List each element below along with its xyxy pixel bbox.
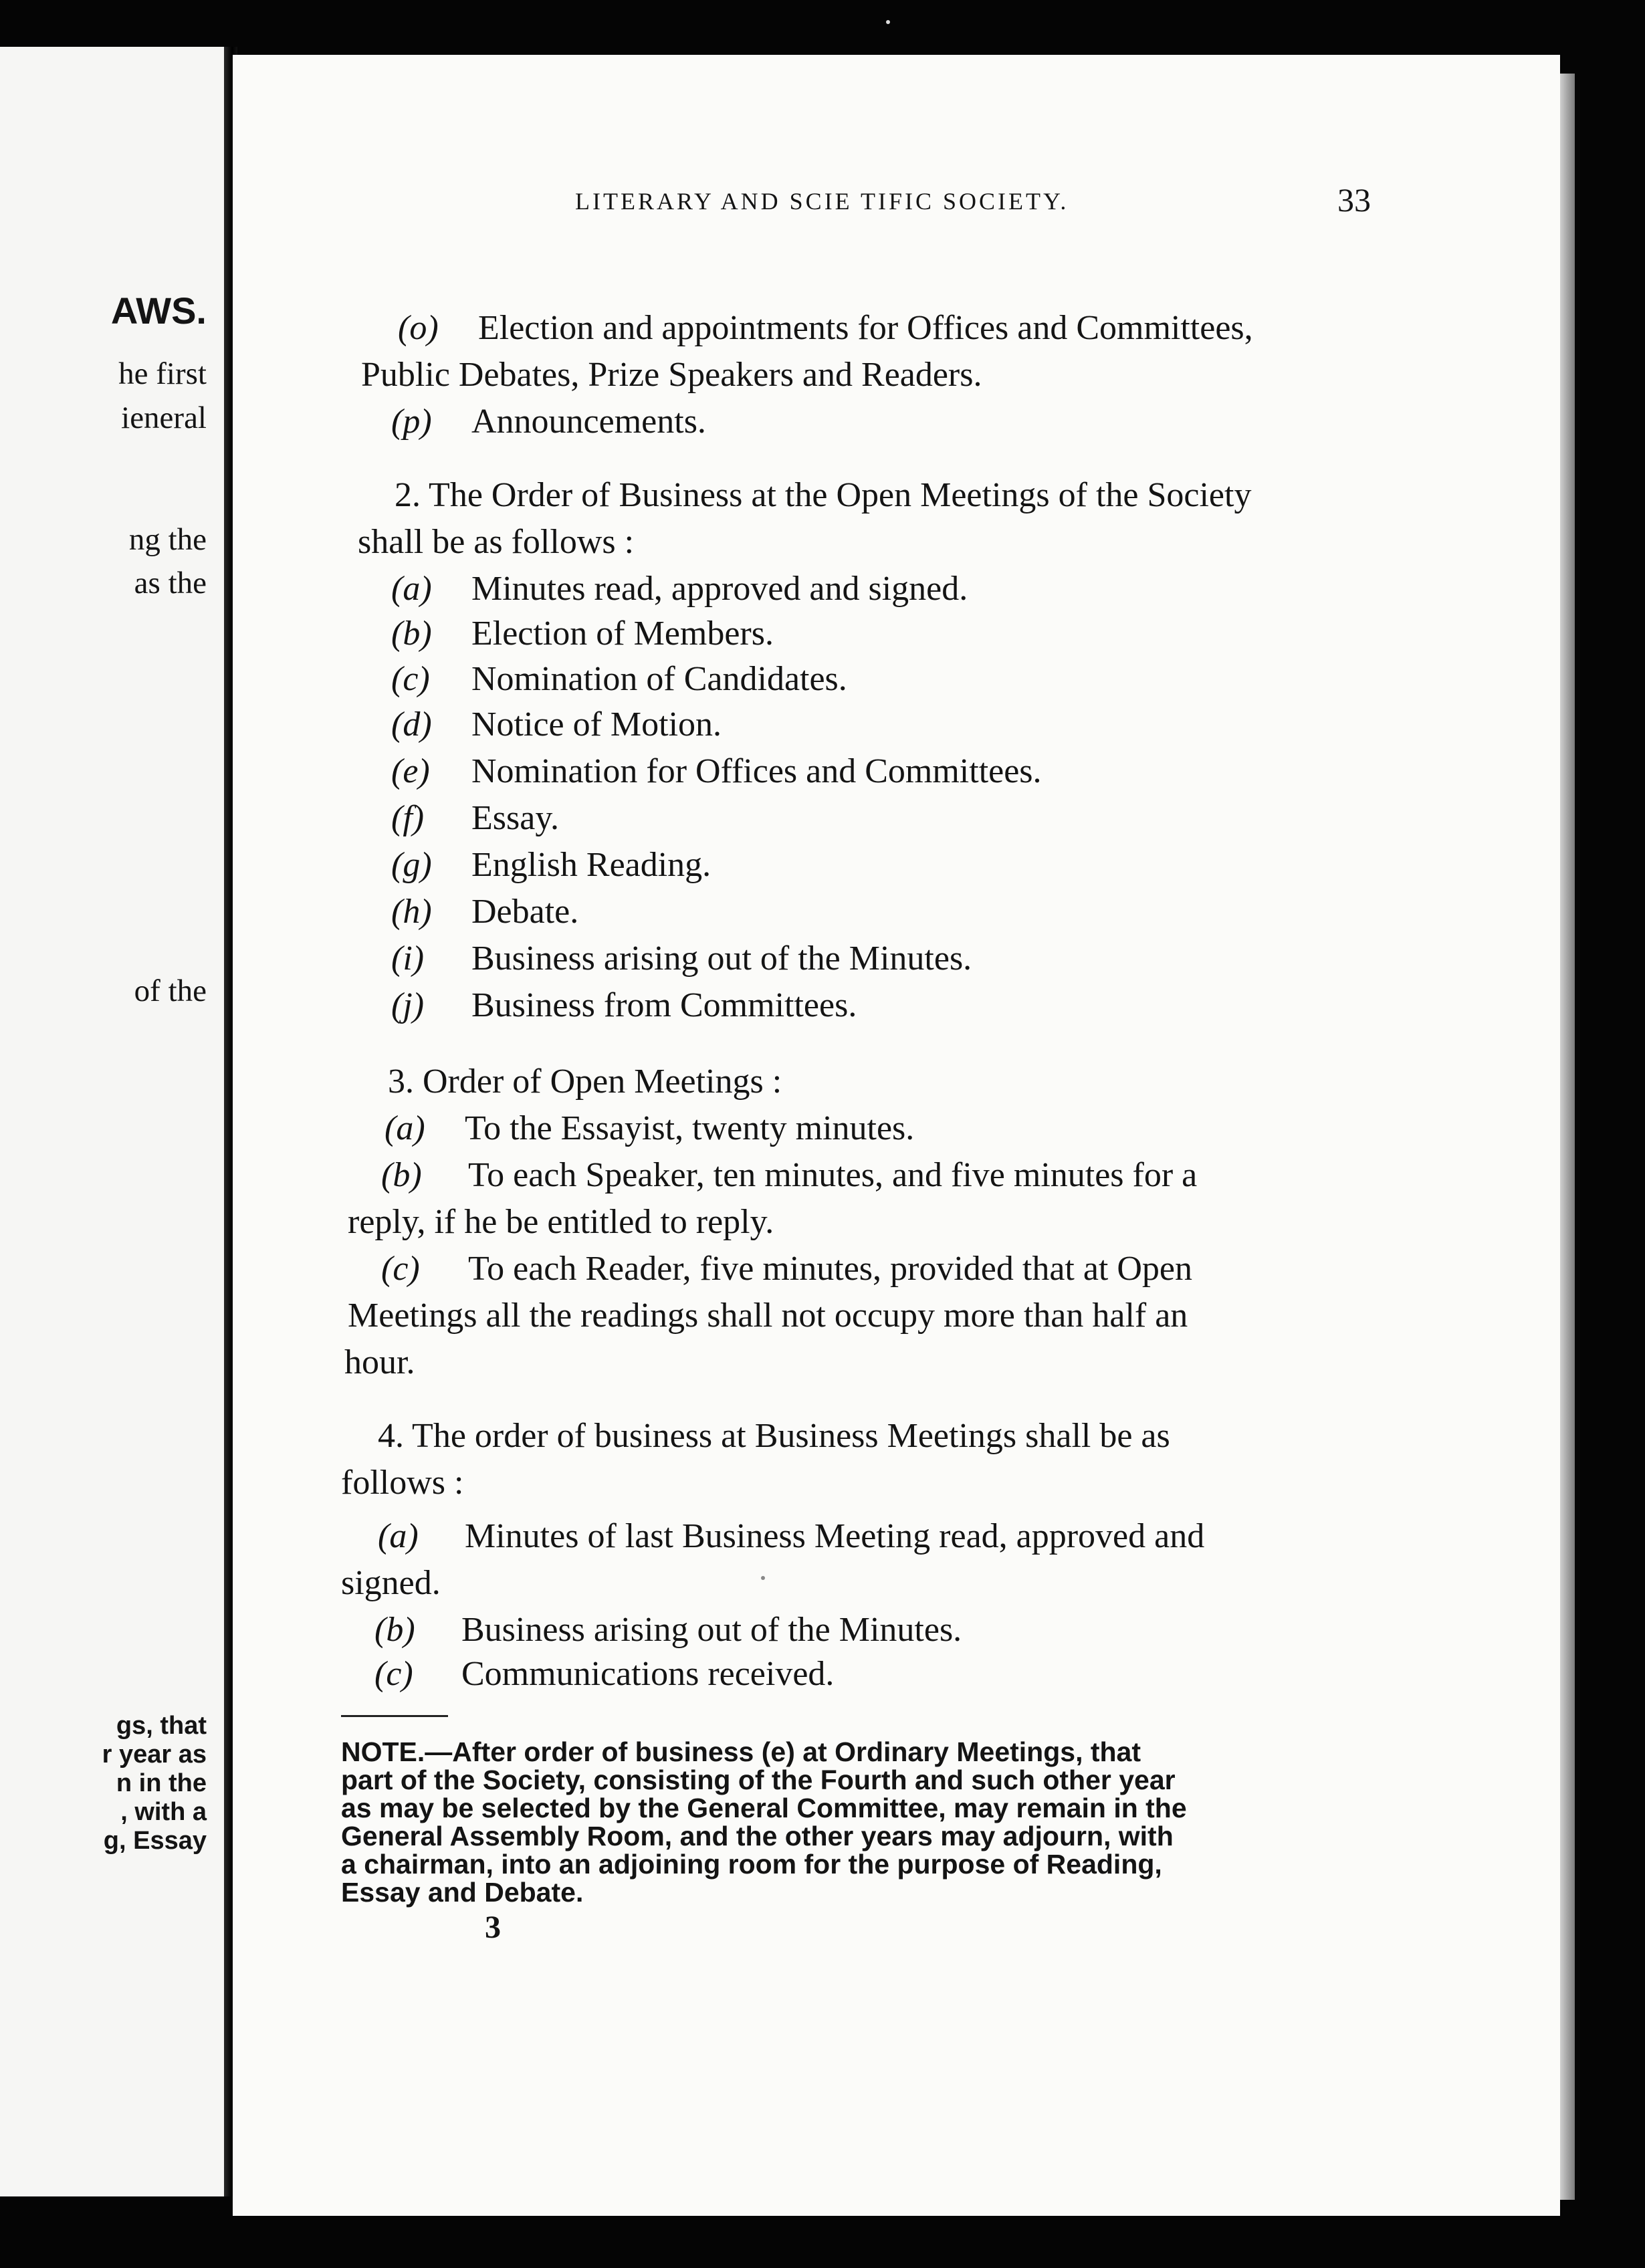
- text-line: Meetings all the readings shall not occupy more than half an: [348, 1296, 1188, 1335]
- list-item: [391, 405, 706, 439]
- item-text: Election of Members.: [471, 614, 774, 653]
- running-title: LITERARY AND SCIE TIFIC SOCIETY.: [575, 188, 1069, 215]
- item-label: (b): [374, 1611, 415, 1649]
- left-text-fragment: ng the: [128, 522, 207, 557]
- list-item: [391, 848, 711, 883]
- text-line: reply, if he be entitled to reply.: [348, 1203, 774, 1241]
- item-text: Business arising out of the Minutes.: [461, 1611, 962, 1649]
- item-text: Business arising out of the Minutes.: [471, 939, 972, 978]
- left-note-fragment: , with a: [120, 1798, 207, 1826]
- left-note-fragment: n in the: [116, 1769, 207, 1797]
- list-item: [391, 662, 847, 697]
- item-text: Announcements.: [471, 403, 706, 441]
- footnote-line: part of the Society, consisting of the Fourth and such other year: [341, 1765, 1176, 1795]
- list-item: [378, 1519, 1204, 1554]
- paper-speck: [886, 20, 890, 24]
- footnote-line: General Assembly Room, and the other years may adjourn, with: [341, 1821, 1174, 1851]
- list-item: [391, 754, 1042, 789]
- item-label: (g): [391, 846, 432, 884]
- left-facing-page: [0, 47, 224, 2196]
- paper-speck: [761, 1576, 765, 1580]
- item-label: (c): [381, 1250, 420, 1288]
- section-3-heading: 3. Order of Open Meetings :: [388, 1062, 782, 1101]
- item-text: Minutes of last Business Meeting read, approved and: [465, 1517, 1205, 1555]
- item-label: (o): [398, 309, 439, 347]
- item-label: (a): [391, 570, 432, 608]
- list-item: [391, 895, 578, 929]
- item-text: Business from Committees.: [471, 986, 857, 1024]
- left-text-fragment: ieneral: [121, 401, 207, 435]
- left-text-fragment: he first: [118, 356, 207, 391]
- item-label: (i): [391, 939, 425, 978]
- text-line: shall be as follows :: [358, 523, 635, 561]
- list-item: [374, 1613, 962, 1648]
- item-text: Nomination of Candidates.: [471, 660, 847, 698]
- footnote-line: NOTE.—After order of business (e) at Ordinary Meetings, that: [341, 1736, 1141, 1767]
- page-edge: [1560, 74, 1575, 2200]
- item-text: Election and appointments for Offices and Committees,: [478, 309, 1253, 347]
- item-text: To each Speaker, ten minutes, and five minutes for a: [468, 1156, 1198, 1194]
- list-item: [391, 801, 559, 836]
- footnote-line: Essay and Debate.: [341, 1877, 584, 1908]
- item-label: (a): [378, 1517, 419, 1555]
- item-label: (e): [391, 752, 430, 790]
- list-item: [385, 1111, 914, 1146]
- left-text-fragment: of the: [134, 974, 207, 1008]
- item-label: (b): [391, 614, 432, 653]
- list-item: [381, 1158, 1349, 1193]
- footnote-line: as may be selected by the General Committee, may remain in the: [341, 1793, 1187, 1823]
- footnote-line: a chairman, into an adjoining room for the purpose of Reading,: [341, 1849, 1162, 1880]
- item-text: To the Essayist, twenty minutes.: [465, 1109, 915, 1147]
- list-item: [391, 572, 968, 606]
- left-heading-fragment: AWS.: [110, 290, 207, 332]
- section-4-heading: 4. The order of business at Business Meetings shall be as: [378, 1417, 1170, 1455]
- item-text: Nomination for Offices and Committees.: [471, 752, 1042, 790]
- footnote-rule: [341, 1715, 448, 1717]
- item-label: (j): [391, 986, 425, 1024]
- item-text: English Reading.: [471, 846, 711, 884]
- list-item: [391, 941, 972, 976]
- item-label: (a): [385, 1109, 425, 1147]
- left-note-fragment: g, Essay: [103, 1827, 207, 1855]
- item-label: (f): [391, 799, 425, 837]
- item-label: (d): [391, 705, 432, 744]
- item-text: Debate.: [471, 893, 579, 931]
- list-item: [391, 707, 722, 742]
- item-text: Notice of Motion.: [471, 705, 722, 744]
- left-text-fragment: as the: [134, 566, 207, 600]
- section-2-heading: 2. The Order of Business at the Open Meetings of the Society: [395, 476, 1252, 514]
- list-item: [381, 1252, 1349, 1286]
- text-line: follows :: [341, 1464, 464, 1502]
- item-text: Communications received.: [461, 1655, 835, 1693]
- item-text: Minutes read, approved and signed.: [471, 570, 968, 608]
- item-label: (b): [381, 1156, 422, 1194]
- item-label: (c): [374, 1655, 413, 1693]
- signature-mark: 3: [485, 1910, 501, 1945]
- list-item: [391, 616, 774, 651]
- list-item: [391, 988, 857, 1023]
- item-label: (c): [391, 660, 430, 698]
- item-label: (h): [391, 893, 432, 931]
- text-line: Public Debates, Prize Speakers and Readers.: [361, 356, 982, 394]
- list-item: [398, 311, 1253, 346]
- left-note-fragment: gs, that: [116, 1712, 207, 1740]
- text-line: signed.: [341, 1564, 441, 1602]
- page-number: 33: [1337, 181, 1371, 219]
- item-text: Essay.: [471, 799, 559, 837]
- item-label: (p): [391, 403, 432, 441]
- left-note-fragment: r year as: [102, 1740, 207, 1769]
- list-item: [374, 1657, 834, 1692]
- text-line: hour.: [344, 1343, 415, 1381]
- item-text: To each Reader, five minutes, provided that at Open: [468, 1250, 1193, 1288]
